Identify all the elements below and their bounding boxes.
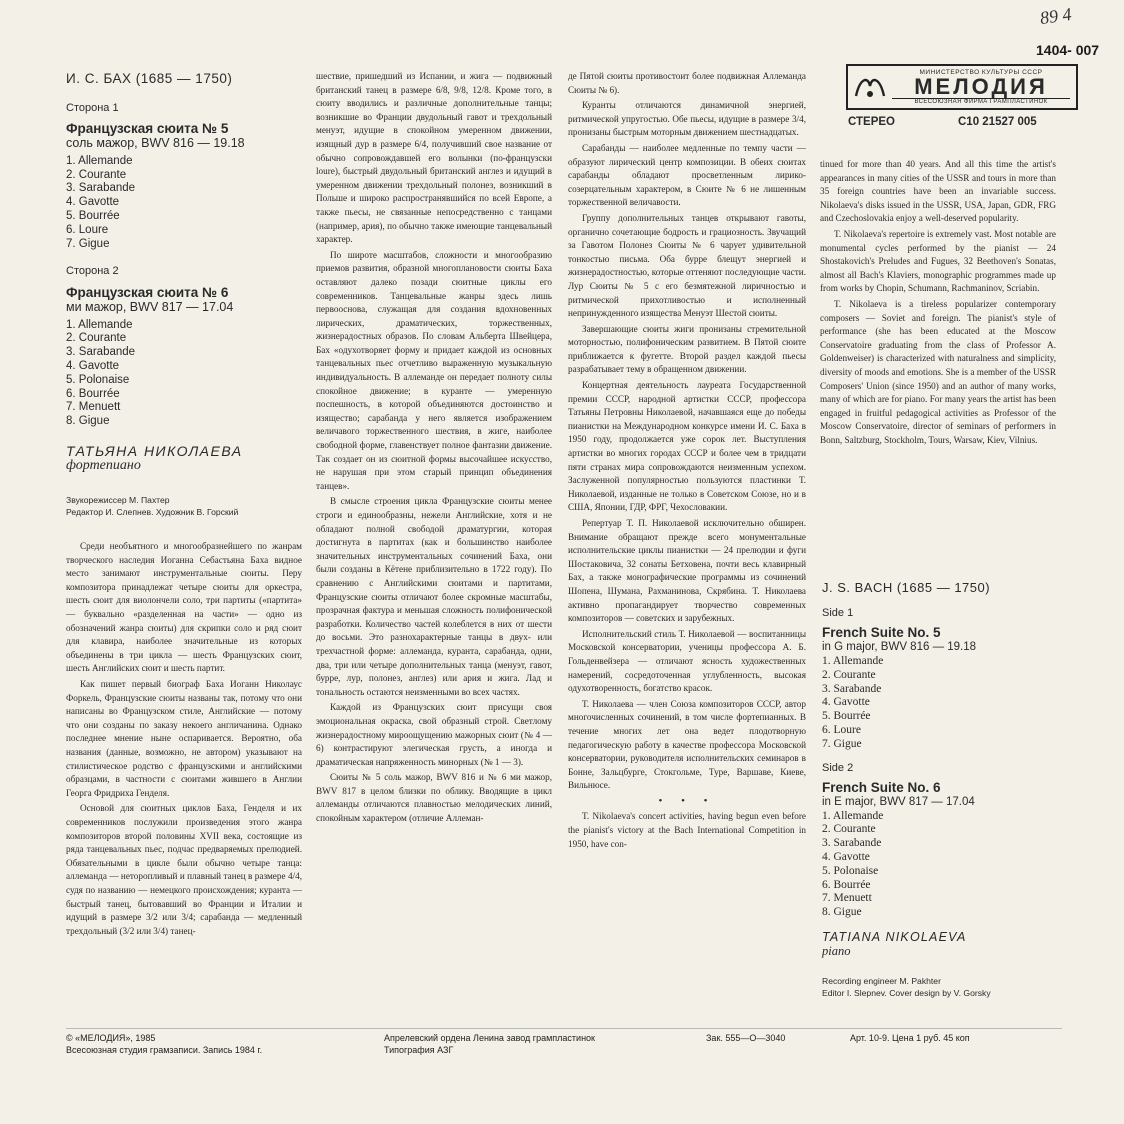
track-item: 4. Gavotte (822, 696, 870, 709)
en-credit-editor: Editor I. Slepnev. Cover design by V. Gorsky (822, 987, 991, 998)
ru-side1-tracklist (66, 155, 302, 252)
notes-paragraph: tinued for more than 40 years. And all this time the artist's appearances in many cities of the USSR and tours in more than 35 foreign countries have been an invariable success. Nikolaeva's disks issued in the USSR, USA, Japan, GDR, FRG and Czechoslovakia enjoy a well-deserved popularity. (820, 159, 1056, 224)
en-side2-key: in E major, BWV 817 — 17.04 (822, 795, 975, 808)
melodiya-emblem-icon (848, 66, 892, 108)
track-item: 1. Allemande (822, 655, 884, 667)
track-item: 3. Sarabande (66, 182, 136, 195)
footer-plant: Апрелевский ордена Ленина завод грампластинок (384, 1033, 595, 1043)
track-item: 3. Sarabande (66, 346, 136, 359)
track-item: 7. Menuett (66, 401, 121, 414)
en-side1-key: in G major, BWV 816 — 19.18 (822, 641, 977, 653)
ru-side2-key: ми мажор, BWV 817 — 17.04 (66, 299, 234, 314)
ru-side2-tracklist (66, 319, 302, 429)
track-item: 1. Allemande (66, 318, 133, 331)
track-item: 7. Menuett (822, 892, 872, 905)
track-item: 6. Loure (66, 223, 109, 236)
track-item: 2. Courante (822, 823, 876, 836)
notes-paragraph: Сарабанды — наиболее медленные по темпу части — образуют лирический центр композиции. В обеих сюитах сарабанды обладают просветленным лирико-созерцательным характером, в Сюите № 6 не лишенным торжественной величавости. (568, 142, 806, 208)
ru-side1-suite: Французская сюита № 5 (66, 121, 229, 137)
track-item: 8. Gigue (822, 906, 862, 919)
footer-price: Арт. 10-9. Цена 1 руб. 45 коп (850, 1033, 970, 1043)
ru-performer: ТАТЬЯНА НИКОЛАЕВА (66, 442, 243, 459)
column-1 (66, 70, 302, 940)
track-item: 1. Allemande (822, 809, 884, 822)
en-side2-tracklist (822, 810, 1062, 920)
ru-credits (66, 494, 302, 518)
notes-paragraph: Куранты отличаются динамичной энергией, ритмической упругостью. Обе пьесы, идущие в размере 3/4, пронизаны быстрым моторным движением шестнадцатых. (568, 100, 806, 138)
ru-credit-engineer: Звукорежиссер М. Пахтер (66, 495, 170, 506)
logo-ministry: МИНИСТЕРСТВО КУЛЬТУРЫ СССР (919, 69, 1043, 76)
en-credit-engineer: Recording engineer M. Pakhter (822, 975, 941, 986)
notes-paragraph: Репертуар Т. П. Николаевой исключительно обширен. Внимание обращают прежде всего монументальные исполнительские циклы пианистки — 24 прелюдии и фуги Шостаковича, 32 сонаты Бетховена, почти весь клавирный Бах, а также монографические программы из сочинений Шопена, Шумана, Рахманинова, Скрябина. Т. Николаева активно пропагандирует творчество современных композиторов — советских и зарубежных. (568, 518, 806, 624)
catalog-number: 1404- 007 (1036, 42, 1100, 58)
logo-brand: МЕЛОДИЯ (914, 74, 1048, 99)
handwritten-note: 89 4 (1038, 3, 1073, 29)
ru-side2-suite: Французская сюита № 6 (66, 284, 229, 300)
section-divider-stars: • • • (658, 794, 716, 807)
notes-paragraph: Т. Николаева — член Союза композиторов СССР, автор многочисленных сочинений, в том числе фортепианных. В течение многих лет она ведет плодотворную педагогическую работу в качестве профессора Московской консерватории, руководителя исполнительских семинаров в Бонне, Зальцбурге, Стокгольме, Туре, Варшаве, Киеве, Вильнюсе. (568, 698, 806, 791)
track-item: 2. Courante (822, 668, 876, 681)
track-item: 4. Gavotte (66, 196, 120, 209)
track-item: 6. Bourrée (822, 878, 871, 891)
en-side2-suite: French Suite No. 6 (822, 779, 941, 795)
ru-composer: И. С. БАХ (1685 — 1750) (66, 71, 233, 86)
notes-paragraph: шествие, пришедший из Испании, и жига — подвижный британский танец в размере 6/8, 9/8, 12/8. Кроме того, в сюиту вводились и различные дополнительные танцы; возникшие во Франции двудольный гавот и трехдольный менуэт, идущие в спокойном умеренном движении, изящный дур в размере 6/4, получивший свое название от обычно сопровождавшей его волынки (по-французски loure), быстрый двудольный британский англез и идущий в умеренном движении трехдольный полонез, возникший в Польше и широко распространявшийся по всей Европе, а также пьесы, не связанные непосредственно с танцами (например, ария), по обычно также имеющие танцевальный характер. (316, 71, 552, 245)
en-performer: TATIANA NIKOLAEVA (822, 929, 967, 944)
notes-paragraph: Как пишет первый биограф Баха Иоганн Николаус Форкель, Французские сюиты названы так, потому что они написаны во Французском стиле, Английские — потому что они созданы по заказу некоего англичанина. Однако последнее мнение ныне оспаривается. Вероятно, оба названия (данные, возможно, не автором) указывают на стилистическое родство с французскими и английскими образцами, в частности с сюитами жившего в Англии Георга Фридриха Генделя. (66, 679, 302, 798)
track-item: 4. Gavotte (66, 359, 120, 372)
track-item: 3. Sarabande (822, 837, 882, 850)
en-credits (822, 975, 1062, 999)
notes-paragraph: де Пятой сюиты противостоит более подвижная Аллеманда Сюиты № 6). (568, 71, 806, 95)
notes-paragraph: Группу дополнительных танцев открывают гавоты, органично сочетающие бодрость и грациозность. Звучащий за Гавотом Полонез Сюиты № 6 чарует удивительной тонкостью письма. Оба бурре блещут энергией и жизнерадостностью, которые оттеняют последующие части. Лур Сюиты № 5 с его безмятежной лиричностью и ритмической прихотливостью и исполненный непринужденного изящества Менуэт Шестой сюиты. (568, 212, 806, 319)
notes-paragraph: T. Nikolaeva's repertoire is extremely vast. Most notable are monumental cycles performed by the pianist — 24 Shostakovich's Preludes and Fugues, 32 Beethoven's Sonatas, almost all Bach's Klaviers, monographic programmes made up from works by Chopin, Schumann, Rachmaninov, Scriabin. (820, 228, 1056, 294)
track-item: 7. Gigue (66, 237, 110, 250)
ru-credit-editor: Редактор И. Слепнев. Художник В. Горский (66, 507, 239, 518)
track-item: 6. Bourrée (66, 387, 120, 400)
column-2 (316, 70, 552, 828)
logo-sub: ВСЕСОЮЗНАЯ ФИРМА ГРАМПЛАСТИНОК (892, 98, 1070, 105)
notes-paragraph: T. Nikolaeva's concert activities, having begun even before the pianist's victory at the Bach International Competition in 1950, have con- (568, 811, 806, 849)
en-side1-suite: French Suite No. 5 (822, 625, 941, 640)
serial-number: С10 21527 005 (958, 116, 1037, 128)
notes-paragraph: Каждой из Французских сюит присущи своя эмоциональная окраска, свой образный строй. Светлому жизнерадостному мироощущению мажорных сюит (№ 4 — 6) контрастируют элегическая грусть, а иногда и драматическая напряженность минорных (№ 1 — 3). (316, 702, 552, 767)
notes-paragraph: Сюиты № 5 соль мажор, BWV 816 и № 6 ми мажор, BWV 817 в целом близки по облику. Вводящие в цикл аллеманды отличаются плавностью мелодических линий, спокойным характером (отличие Аллеман- (316, 772, 552, 824)
ru-side1-label: Сторона 1 (66, 101, 119, 114)
track-item: 2. Courante (66, 332, 127, 345)
notes-paragraph: Завершающие сюиты жиги пронизаны стремительной моторностью, полифоническим развитием. В Пятой сюите приближается к фугетте. Второй раздел каждой пьесы разрабатывает тему в обращенном движении. (568, 323, 806, 375)
track-item: 2. Courante (66, 168, 127, 181)
track-item: 5. Polonaise (66, 373, 130, 386)
notes-paragraph: По широте масштабов, сложности и многообразию приемов развития, образной многоплановости сюиты Баха оставляют далеко позади сюитные циклы его современников. Танцевальные жанры здесь лишь первооснова, служащая для создания вдохновенных лирических, драматических, торжественных, жизнерадостных образов. По словам Альберта Швейцера, Бах «одухотворяет форму и придает каждой из основных танцевальных пьес отчетливо выраженную музыкальную индивидуальность. В аллеманде он передает полноту силы спокойное движение; в куранте — умеренную поспешность, в которой объединяются достоинство и изящество; сарабанда у него является изображением величавого торжественного шествия, в жиге, наиболее свободной форме, главенствует полное фантазии движение. Так создает он из сюитной формы высочайшее искусство, не нарушая при этом старый принцип объединения танцев». (316, 249, 552, 491)
track-item: 7. Gigue (822, 737, 862, 750)
footer-printer: Типография АЗГ (384, 1045, 454, 1055)
stereo-label: СТЕРЕО (848, 116, 895, 128)
column-3 (568, 70, 806, 853)
notes-paragraph: Концертная деятельность лауреата Государственной премии СССР, народной артистки СССР, профессора Татьяны Петровны Николаевой, начавшаяся еще до победы пианистки на Международном конкурсе имени И. С. Баха в 1950 году, продолжается уже сорок лет. Выступления артистки во многих городах СССР и более чем в тридцати пяти странах мира сопровождаются неизменным успехом. Заслуженной популярностью пользуются пластинки Т. Николаевой, изданные не только в Советском Союзе, но и в США, Японии, ГДР, ФРГ, Чехословакии. (568, 380, 806, 513)
notes-paragraph: Основой для сюитных циклов Баха, Генделя и их современников послужили произведения этого жанра композиторов второй половины XVII века, состоящие из ряда танцевальных пьес, подчас предваряемых прелюдией. Обязательными в цикле были обычно четыре танца: аллеманда — неторопливый и плавный танец в размере 4/4, судя по названию — немецкого происхождения; куранта — быстрый танец, бытовавший во Франции и Италии и идущий в размере 3/2 или 3/4; сарабанда — медленный трехдольный (3/2 или 3/4) танец- (66, 803, 302, 936)
ru-instrument: фортепиано (66, 457, 141, 473)
track-item: 8. Gigue (66, 415, 110, 428)
en-side2-label: Side 2 (822, 761, 854, 774)
track-item: 5. Polonaise (822, 864, 879, 877)
en-side1-tracklist (822, 655, 1062, 752)
footer-divider (66, 1028, 1062, 1029)
notes-paragraph: T. Nikolaeva is a tireless popularizer contemporary composers — Soviet and foreign. The pianist's style of performance (she has been educated at the Moscow Conservatoire graduating from the class of Professor A. Goldenweiser) is characterized with naturalness and simplicity, diversity of moods and emotions. She is a member of the USSR Composers' Union (since 1950) and an author of many works, many of which are for piano. For many years the artist has been engaged in fruitful pedagogical activities as Professor of the Moscow Conservatoire, director of seminars of performers in Bonn, Saltzburg, Stockholm, Tours, Warsaw, Kiev, Vilnius. (820, 298, 1056, 445)
ru-side2-label: Сторона 2 (66, 265, 119, 278)
melodiya-logo (846, 64, 1078, 110)
en-tracklist-block (822, 580, 1062, 999)
en-composer: J. S. BACH (1685 — 1750) (822, 580, 991, 595)
en-side1-label: Side 1 (822, 607, 854, 619)
track-item: 6. Loure (822, 723, 861, 736)
notes-paragraph: Среди необъятного и многообразнейшего по жанрам творческого наследия Иоганна Себастьяна Баха видное место занимают инструментальные сюиты. Перу композитора принадлежат четыре сюиты для оркестра, шесть сюит для виолончели соло, три партиты («партита» — буквально «разделенная на части» — одно из обозначений жанра сюиты) для скрипки соло и ряд сюит для клавира, наиболее значительные из которых объединены в три цикла — шесть Французских сюит, шесть Английских сюит и шесть партит. (66, 541, 302, 674)
footer-order: Зак. 555—О—3040 (706, 1033, 786, 1043)
notes-paragraph: В смысле строения цикла Французские сюиты менее строги и единообразны, нежели Английские, хотя и не обладают полной свободой драматургии, которая достигнута в партитах (как и большинство наиболее значительных инструментальных сочинений Баха, они были созданы в Кётене приблизительно в 1722 году). По сравнению с Английскими сюитами и партитами, Французские сюиты отличают более скромные масштабы, прозрачная фактура и меньшая сложность полифонической разработки. Количество частей колеблется в них от шести до восьми. Это разнохарактерные танцы в двух- или трехчастной форме: аллеманда, куранта, сарабанда, одни, два, три или четыре дополнительных танца (менуэт, гавот, бурре, лур, полонез, англез) или ария и жига. Лад и тональность остаются неизменными во всех частях. (316, 496, 552, 697)
footer (0, 1032, 1124, 1072)
ru-side1-key: соль мажор, BWV 816 — 19.18 (66, 136, 245, 151)
track-item: 5. Bourrée (822, 710, 871, 723)
track-item: 1. Allemande (66, 154, 133, 167)
en-instrument: piano (822, 943, 851, 958)
notes-paragraph: Исполнительский стиль Т. Николаевой — воспитанницы Московской консерватории, ученицы профессора А. Б. Гольденвейзера — отличают ясность художественных намерений, сосредоточенная углубленность, высокая одухотворенность, богатство красок. (568, 628, 806, 694)
footer-studio: Всесоюзная студия грамзаписи. Запись 1984 г. (66, 1045, 263, 1055)
track-item: 5. Bourrée (66, 209, 120, 222)
column-4 (820, 158, 1056, 449)
track-item: 3. Sarabande (822, 682, 882, 695)
footer-copyright: © «МЕЛОДИЯ», 1985 (66, 1033, 156, 1043)
track-item: 4. Gavotte (822, 850, 870, 863)
